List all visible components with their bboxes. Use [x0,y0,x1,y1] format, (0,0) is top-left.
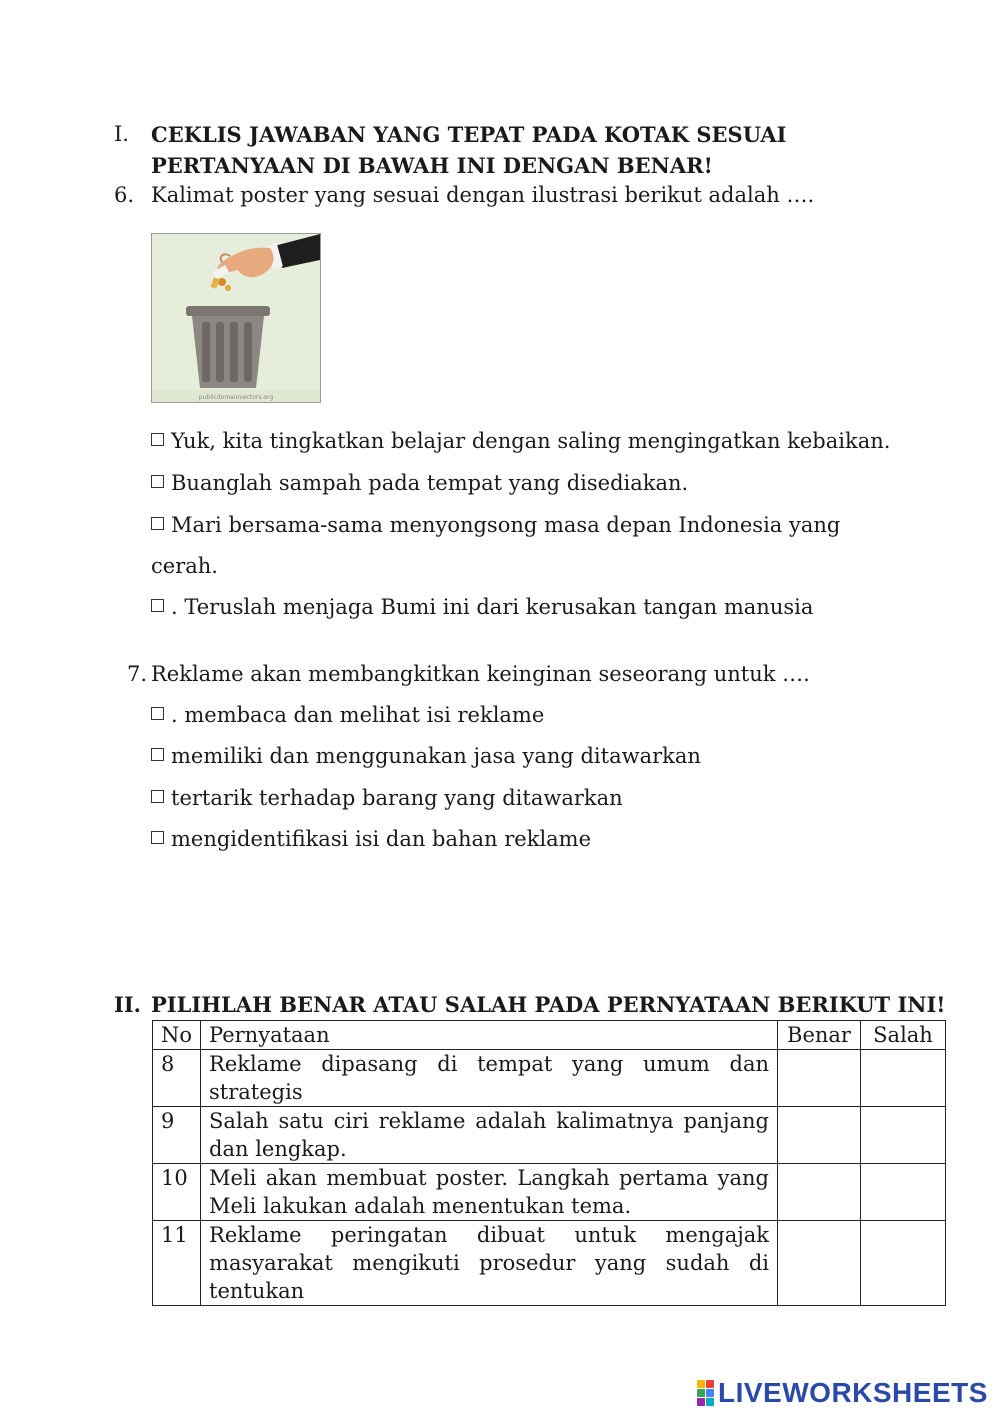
header-benar: Benar [778,1021,861,1050]
row-statement: Salah satu ciri reklame adalah kalimatnya panjang dan lengkap. [201,1107,778,1164]
table-row [153,1107,946,1164]
row-statement: Meli akan membuat poster. Langkah pertama yang Meli lakukan adalah menentukan tema. [201,1164,778,1221]
trash-can-illustration [151,233,321,403]
row-statement: Reklame peringatan dibuat untuk mengajak masyarakat mengikuti prosedur yang sudah di tentukan [201,1221,778,1306]
benar-answer-cell[interactable] [778,1050,861,1107]
section-1-heading-line2: PERTANYAAN DI BAWAH INI DENGAN BENAR! [151,153,713,178]
q6-option-3[interactable]: Mari bersama-sama menyongsong masa depan Indonesia yang [151,513,840,537]
benar-answer-cell[interactable] [778,1107,861,1164]
true-false-table [152,1020,946,1306]
benar-answer-cell[interactable] [778,1164,861,1221]
q7-option-1[interactable]: . membaca dan melihat isi reklame [151,703,544,727]
hand-dropping-trash-icon [152,234,320,402]
section-1-heading-line1: CEKLIS JAWABAN YANG TEPAT PADA KOTAK SESUAI [151,122,787,147]
table-row [153,1164,946,1221]
q6-option-3-continuation: cerah. [151,554,218,578]
checkbox[interactable] [151,748,164,761]
liveworksheets-brand: LIVEWORKSHEETS [718,1377,988,1408]
row-statement: Reklame dipasang di tempat yang umum dan strategis [201,1050,778,1107]
liveworksheets-logo [697,1378,988,1408]
checkbox[interactable] [151,433,164,446]
q7-option-3[interactable]: tertarik terhadap barang yang ditawarkan [151,786,623,810]
q6-option-4[interactable]: . Teruslah menjaga Bumi ini dari kerusakan tangan manusia [151,595,813,619]
q7-option-4[interactable]: mengidentifikasi isi dan bahan reklame [151,827,591,851]
checkbox[interactable] [151,707,164,720]
table-row [153,1050,946,1107]
salah-answer-cell[interactable] [861,1164,946,1221]
q6-option-1[interactable]: Yuk, kita tingkatkan belajar dengan saling mengingatkan kebaikan. [151,429,890,453]
row-number: 8 [153,1050,201,1107]
salah-answer-cell[interactable] [861,1221,946,1306]
checkbox[interactable] [151,790,164,803]
checkbox[interactable] [151,517,164,530]
q6-option-2[interactable]: Buanglah sampah pada tempat yang disediakan. [151,471,688,495]
q7-option-2[interactable]: memiliki dan menggunakan jasa yang ditawarkan [151,744,701,768]
section-2-numeral: II. [114,992,141,1017]
q6-number: 6. [114,183,135,207]
q7-number: 7. [127,662,148,686]
liveworksheets-logo-icon [697,1380,714,1406]
benar-answer-cell[interactable] [778,1221,861,1306]
header-statement: Pernyataan [201,1021,778,1050]
image-caption: publicdomainvectors.org [198,394,274,401]
row-number: 9 [153,1107,201,1164]
q7-text: Reklame akan membangkitkan keinginan seseorang untuk …. [151,662,810,686]
section-1-numeral: I. [114,122,129,146]
salah-answer-cell[interactable] [861,1107,946,1164]
header-no: No [153,1021,201,1050]
row-number: 10 [153,1164,201,1221]
row-number: 11 [153,1221,201,1306]
section-2-heading: PILIHLAH BENAR ATAU SALAH PADA PERNYATAAN BERIKUT INI! [151,992,946,1017]
header-salah: Salah [861,1021,946,1050]
checkbox[interactable] [151,831,164,844]
checkbox[interactable] [151,475,164,488]
q6-text: Kalimat poster yang sesuai dengan ilustrasi berikut adalah …. [151,183,815,207]
checkbox[interactable] [151,599,164,612]
table-row [153,1221,946,1306]
salah-answer-cell[interactable] [861,1050,946,1107]
table-header-row [153,1021,946,1050]
